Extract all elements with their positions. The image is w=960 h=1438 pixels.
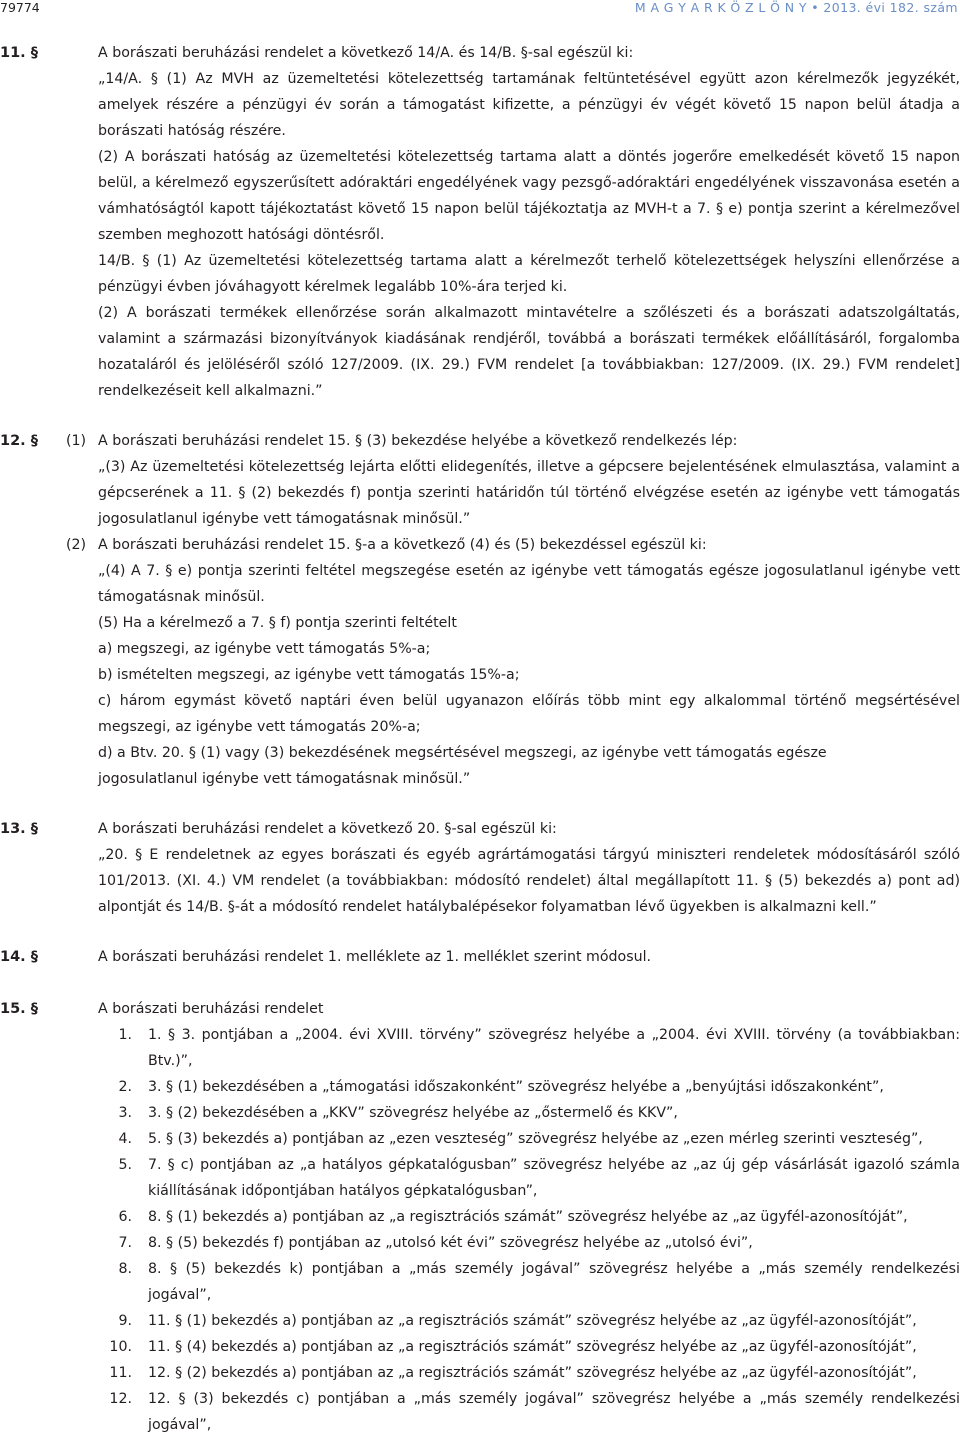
section-number: 13. § (0, 821, 38, 837)
subsection-1 (98, 428, 960, 532)
section-body (98, 816, 960, 920)
paragraph: „(3) Az üzemeltetési kötelezettség lejárta előtti elidegenítés, illetve a gépcsere bejelentésének elmulasztása, valamint a gépcserének a 11. § (2) bekezdés f) pontja szerinti határidőn túl történő elvégzése esetén az igénybe vett támogatás jogosulatlanul igénybe vett támogatásnak minősül.” (98, 459, 960, 527)
paragraph: „20. § E rendeletnek az egyes borászati és egyéb agrártámogatási tárgyú miniszteri rendeletek módosításáról szóló 101/2013. (XI. 4.) VM rendelet (a továbbiakban: módosító rendelet) által megállapított 11. § (5) bekezdés a) pont ad) alpontját és 14/B. §-át a módosító rendelet hatálybalépésekor folyamatban lévő ügyekben is alkalmazni kell.” (98, 847, 960, 915)
list-item-number: 3. (118, 1105, 132, 1121)
section-intro: A borászati beruházási rendelet (98, 1001, 324, 1017)
paragraph: „(4) A 7. § e) pontja szerinti feltétel megszegése esetén az igénybe vett támogatás egésze jogosulatlanul igénybe vett támogatásnak minősül. (98, 563, 960, 605)
list-item: 3. § (1) bekezdésében a „támogatási időszakonként” szövegrész helyébe a „benyújtási időszakonként”, (148, 1079, 884, 1095)
section-number: 11. § (0, 45, 38, 61)
list-item: 11. § (1) bekezdés a) pontjában az „a regisztrációs számát” szövegrész helyébe az „az ügyfél-azonosítóját”, (148, 1313, 917, 1329)
list-item: 12. § (2) bekezdés a) pontjában az „a regisztrációs számát” szövegrész helyébe az „az ügyfél-azonosítóját”, (148, 1365, 917, 1381)
list-item-number: 9. (118, 1313, 132, 1329)
subsection-intro: A borászati beruházási rendelet 15. §-a a következő (4) és (5) bekezdéssel egészül ki: (98, 537, 707, 553)
list-item: 11. § (4) bekezdés a) pontjában az „a regisztrációs számát” szövegrész helyébe az „az ügyfél-azonosítóját”, (148, 1339, 917, 1355)
list-item: 12. § (3) bekezdés c) pontjában a „más személy jogával” szövegrész helyébe a „más személy rendelkezési jogával”, (148, 1391, 960, 1433)
list-item-number: 10. (109, 1339, 132, 1355)
paragraph: (2) A borászati termékek ellenőrzése során alkalmazott mintavételre a szőlészeti és a borászati adatszolgáltatás, valamint a származási bizonyítványok kiadásának rendjéről, továbbá a borászati termékek előállításáról, forgalomba hozataláról és jelöléséről szóló 127/2009. (IX. 29.) FVM rendelet [a továbbiakban: 127/2009. (IX. 29.) FVM rendelet] rendelkezéseit kell alkalmazni.” (98, 305, 960, 399)
list-item-number: 1. (118, 1027, 132, 1043)
list-item-number: 5. (118, 1157, 132, 1173)
list-item: 8. § (5) bekezdés k) pontjában a „más személy jogával” szövegrész helyébe a „más személy rendelkezési jogával”, (148, 1261, 960, 1303)
list-item-number: 6. (118, 1209, 132, 1225)
list-item: 3. § (2) bekezdésében a „KKV” szövegrész helyébe az „őstermelő és KKV”, (148, 1105, 678, 1121)
list-item-number: 7. (118, 1235, 132, 1251)
list-item-number: 8. (118, 1261, 132, 1277)
subsection-label: (2) (66, 537, 87, 553)
point-a: a) megszegi, az igénybe vett támogatás 5%-a; (98, 641, 431, 657)
list-item: 7. § c) pontjában az „a hatályos gépkatalógusban” szövegrész helyébe az „az új gép vásárlását igazoló számla kiállításának időpontjában hatályos gépkatalógusban”, (148, 1157, 960, 1199)
publication-title: M A G Y A R K Ö Z L Ö N Y • 2013. évi 182. szám (634, 0, 958, 15)
paragraph: (2) A borászati hatóság az üzemeltetési kötelezettség tartama alatt a döntés jogerőre emelkedését követő 15 napon belül, a kérelmező egyszerűsített adóraktári engedélyének vagy pezsgő-adóraktári engedélyének visszavonása esetén a vámhatóságtól kapott tájékoztatást követő 15 napon belül tájékoztatja az MVH-t a 7. § e) pontja szerint a kérelmezővel szemben meghozott hatósági döntésről. (98, 149, 960, 243)
section-intro: A borászati beruházási rendelet a következő 20. §-sal egészül ki: (98, 821, 557, 837)
list-item: 5. § (3) bekezdés a) pontjában az „ezen veszteség” szövegrész helyébe az „ezen mérleg szerinti veszteség”, (148, 1131, 923, 1147)
list-item: 8. § (1) bekezdés a) pontjában az „a regisztrációs számát” szövegrész helyébe az „az ügyfél-azonosítóját”, (148, 1209, 908, 1225)
section-body (98, 40, 960, 404)
list-item-number: 11. (109, 1365, 132, 1381)
point-d: d) a Btv. 20. § (1) vagy (3) bekezdésének megsértésével megszegi, az igénybe vett támogatás egésze jogosulatlanul igénybe vett támogatásnak minősül.” (98, 745, 827, 787)
list-item-number: 4. (118, 1131, 132, 1147)
section-number: 15. § (0, 1001, 38, 1017)
section-body (98, 944, 960, 970)
page-number: 79774 (0, 0, 40, 15)
section-number: 12. § (0, 433, 38, 449)
list-item: 1. § 3. pontjában a „2004. évi XVIII. törvény” szövegrész helyébe a „2004. évi XVIII. törvény (a továbbiakban: Btv.)”, (148, 1027, 960, 1069)
point-c: c) három egymást követő naptári éven belül ugyanazon előírás több mint egy alkalommal történő megsértésével megszegi, az igénybe vett támogatás 20%-a; (98, 693, 960, 735)
paragraph: 14/B. § (1) Az üzemeltetési kötelezettség tartama alatt a kérelmezőt terhelő kötelezettségek helyszíni ellenőrzése a pénzügyi évben jóváhagyott kérelmek legalább 10%-ára terjed ki. (98, 253, 960, 295)
paragraph: A borászati beruházási rendelet 1. melléklete az 1. melléklet szerint módosul. (98, 949, 652, 965)
paragraph: (5) Ha a kérelmező a 7. § f) pontja szerinti feltételt (98, 615, 457, 631)
section-intro: A borászati beruházási rendelet a következő 14/A. és 14/B. §-sal egészül ki: (98, 45, 634, 61)
subsection-label: (1) (66, 433, 87, 449)
list-item: 8. § (5) bekezdés f) pontjában az „utolsó két évi” szövegrész helyébe az „utolsó évi”, (148, 1235, 753, 1251)
paragraph: „14/A. § (1) Az MVH az üzemeltetési kötelezettség tartamának feltüntetésével együtt azon kérelmezők jegyzékét, amelyek részére a pénzügyi év során a támogatást kifizette, a pénzügyi év végét követő 15 napon belül átadja a borászati hatóság részére. (98, 71, 960, 139)
point-b: b) ismételten megszegi, az igénybe vett támogatás 15%-a; (98, 667, 520, 683)
subsection-2 (98, 532, 960, 792)
section-number: 14. § (0, 949, 38, 965)
subsection-intro: A borászati beruházási rendelet 15. § (3) bekezdése helyébe a következő rendelkezés lép: (98, 433, 738, 449)
running-header (0, 0, 960, 20)
list-item-number: 12. (109, 1391, 132, 1407)
list-item-number: 2. (118, 1079, 132, 1095)
